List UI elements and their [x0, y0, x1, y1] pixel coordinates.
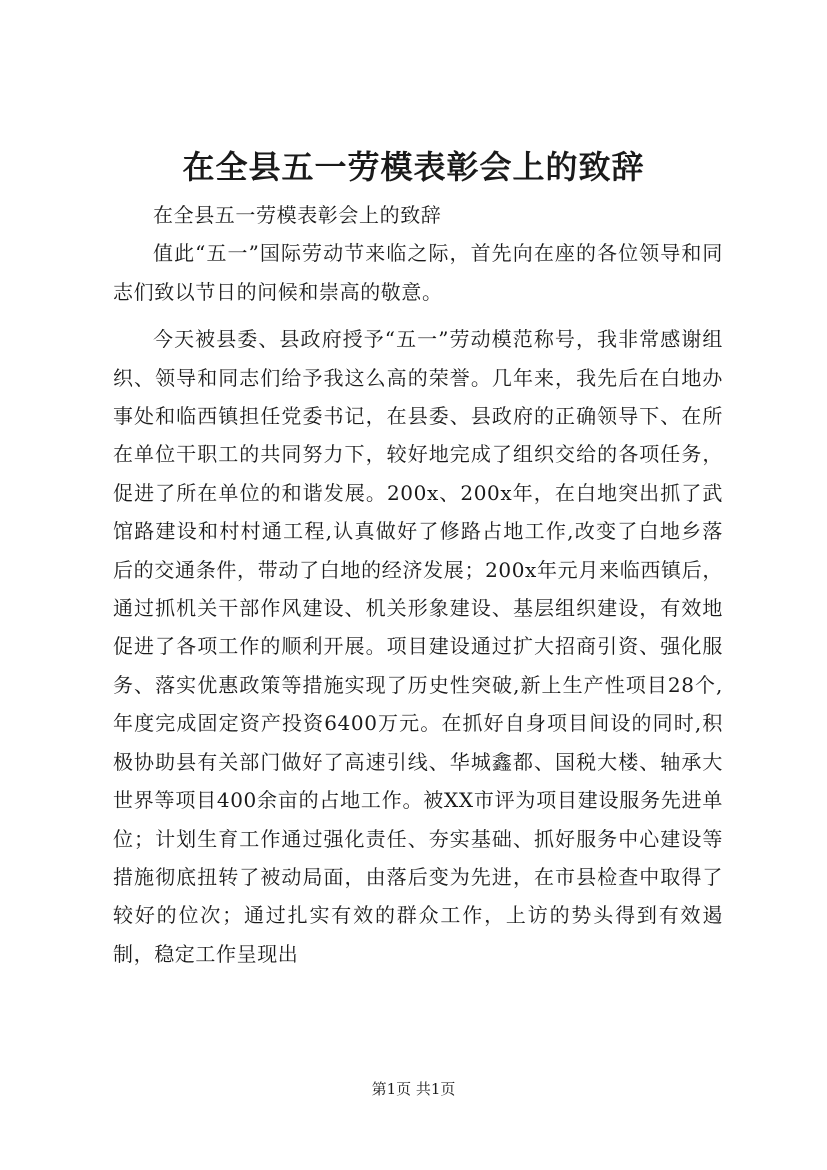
page-title: 在全县五一劳模表彰会上的致辞 [182, 148, 645, 186]
page-footer: 第1页 共1页 [371, 1080, 456, 1098]
document-body [113, 196, 723, 973]
paragraph-greeting: 值此“五一”国际劳动节来临之际，首先向在座的各位领导和同志们致以节日的问候和崇高的敬意。 [113, 241, 723, 304]
paragraph-main: 今天被县委、县政府授予“五一”劳动模范称号，我非常感谢组织、领导和同志们给予我这么高的荣誉。几年来，我先后在白地办事处和临西镇担任党委书记，在县委、县政府的正确领导下、在所在单位干职工的共同努力下，较好地完成了组织交给的各项任务，促进了所在单位的和谐发展。200x、200x年，在白地突出抓了武馆路建设和村村通工程,认真做好了修路占地工作,改变了白地乡落后的交通条件，带动了白地的经济发展；200x年元月来临西镇后，通过抓机关干部作风建设、机关形象建设、基层组织建设，有效地促进了各项工作的顺利开展。项目建设通过扩大招商引资、强化服务、落实优惠政策等措施实现了历史性突破,新上生产性项目28个,年度完成固定资产投资6400万元。在抓好自身项目间设的同时,积极协助县有关部门做好了高速引线、华城鑫都、国税大楼、轴承大世界等项目400余亩的占地工作。被XX市评为项目建设服务先进单位；计划生育工作通过强化责任、夯实基础、抓好服务中心建设等措施彻底扭转了被动局面，由落后变为先进，在市县检查中取得了较好的位次；通过扎实有效的群众工作，上访的势头得到有效遏制，稳定工作呈现出 [113, 327, 723, 966]
document-subtitle: 在全县五一劳模表彰会上的致辞 [153, 203, 442, 227]
